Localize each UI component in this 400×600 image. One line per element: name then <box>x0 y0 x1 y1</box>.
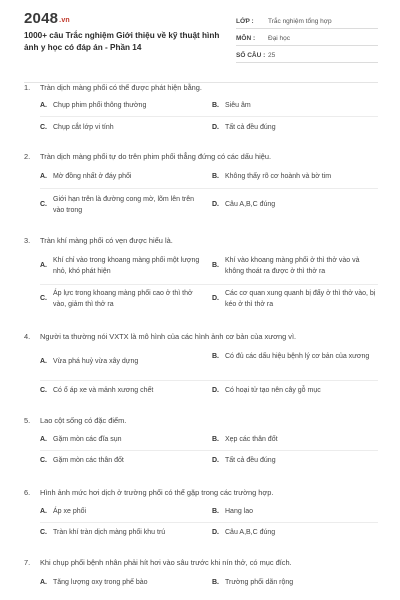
answer-text: Trường phổi dãn rộng <box>225 579 294 586</box>
answer-d[interactable] <box>212 528 377 539</box>
logo-suffix: .vn <box>59 17 70 24</box>
answer-a[interactable] <box>40 578 205 589</box>
answer-letter: D. <box>212 295 219 303</box>
meta-label: SỐ CÂU : <box>236 52 266 59</box>
answer-letter: A. <box>40 508 47 515</box>
meta-row-class <box>236 12 378 29</box>
meta-row-count <box>236 46 378 63</box>
answer-letter: B. <box>212 262 219 270</box>
question-number: 3. <box>24 236 31 245</box>
answer-text: Áp lực trong khoang màng phổi cao ở thì thở vào, giảm thì thở ra <box>53 290 193 308</box>
answer-letter: C. <box>40 295 47 303</box>
answer-text: Không thấy rõ cơ hoành và bờ tim <box>225 173 332 180</box>
header <box>24 0 378 72</box>
answer-text: Hang lao <box>225 508 254 515</box>
answer-divider <box>40 284 378 285</box>
meta-value: 25 <box>268 52 276 59</box>
meta-label: MÔN : <box>236 35 256 42</box>
question-stem: Lao cột sống có đặc điểm. <box>40 416 127 425</box>
answer-b[interactable] <box>212 507 377 518</box>
answer-text: Vừa phá huỷ vừa xây dựng <box>53 358 139 365</box>
answer-letter: C. <box>40 457 47 464</box>
answer-text: Chụp phim phổi thông thường <box>53 102 147 109</box>
question-stem: Tràn dịch màng phổi có thể được phát hiện bằng. <box>40 83 202 92</box>
answer-letter: C. <box>40 201 47 209</box>
answer-d[interactable] <box>212 289 377 310</box>
question-1 <box>24 83 378 131</box>
question-number: 2. <box>24 152 31 161</box>
answer-letter: B. <box>212 353 219 360</box>
answer-divider <box>40 522 378 523</box>
question-number: 1. <box>24 83 31 92</box>
answer-letter: B. <box>212 508 219 515</box>
answer-a[interactable] <box>40 256 205 277</box>
answer-text: Khí vào khoang màng phổi ở thì thở vào và không thoát ra được ở thì thở ra <box>225 257 360 275</box>
meta-value: Đại học <box>268 35 291 42</box>
answer-text: Gặm mòn các đĩa sụn <box>53 436 122 443</box>
question-text <box>24 236 378 246</box>
answer-text: Tất cả đều đúng <box>225 457 276 464</box>
answer-text: Giới hạn trên là đường cong mờ, lõm lên trên vào trong <box>53 196 195 214</box>
answer-a[interactable] <box>40 357 205 368</box>
answer-d[interactable] <box>212 456 377 467</box>
answer-d[interactable] <box>212 123 377 134</box>
answer-text: Áp xe phổi <box>53 508 87 515</box>
answer-letter: D. <box>212 387 219 394</box>
answer-letter: C. <box>40 529 47 536</box>
answer-text: Câu A,B,C đúng <box>225 529 276 536</box>
question-4 <box>24 332 378 394</box>
answer-text: Tràn khí tràn dịch màng phổi khu trú <box>53 529 166 536</box>
question-5 <box>24 416 378 464</box>
question-text <box>24 152 378 162</box>
site-logo[interactable] <box>24 10 229 27</box>
question-stem: Tràn khí màng phổi có vẹn được hiểu là. <box>40 236 173 245</box>
answer-text: Xẹp các thân đốt <box>225 436 278 443</box>
answer-b[interactable] <box>212 172 377 183</box>
answer-letter: A. <box>40 358 47 365</box>
answer-text: Mờ đồng nhất ở đáy phổi <box>53 173 132 180</box>
answer-c[interactable] <box>40 528 205 539</box>
answer-a[interactable] <box>40 507 205 518</box>
meta-value: Trắc nghiệm tổng hợp <box>268 18 332 25</box>
answer-letter: C. <box>40 124 47 131</box>
question-2 <box>24 152 378 214</box>
question-text <box>24 83 378 93</box>
question-text <box>24 488 378 498</box>
answer-c[interactable] <box>40 456 205 467</box>
question-3 <box>24 236 378 308</box>
answer-c[interactable] <box>40 386 205 397</box>
answer-text: Gặm mòn các thân đốt <box>53 457 124 464</box>
answer-letter: A. <box>40 262 47 270</box>
answer-text: Câu A,B,C đúng <box>225 201 276 208</box>
answer-letter: D. <box>212 529 219 536</box>
answer-letter: B. <box>212 173 219 180</box>
answer-letter: C. <box>40 387 47 394</box>
answer-text: Tăng lượng oxy trong phế bào <box>53 579 148 586</box>
answer-letter: B. <box>212 579 219 586</box>
meta-label: LỚP : <box>236 18 254 25</box>
question-number: 7. <box>24 558 31 567</box>
answer-text: Khí chỉ vào trong khoang màng phổi một lượng nhỏ, khó phát hiện <box>53 257 200 275</box>
answer-letter: D. <box>212 201 219 208</box>
answer-divider <box>40 188 378 189</box>
question-6 <box>24 488 378 536</box>
answer-b[interactable] <box>212 352 377 363</box>
answer-text: Tất cả đều đúng <box>225 124 276 131</box>
answer-b[interactable] <box>212 578 377 589</box>
answer-a[interactable] <box>40 435 205 446</box>
meta-row-subject <box>236 29 378 46</box>
answer-letter: D. <box>212 457 219 464</box>
answer-c[interactable] <box>40 289 205 310</box>
answer-a[interactable] <box>40 172 205 183</box>
question-text <box>24 332 378 342</box>
logo-text: 2048 <box>24 10 59 27</box>
answer-a[interactable] <box>40 101 205 112</box>
question-text <box>24 558 378 568</box>
answer-letter: A. <box>40 102 47 109</box>
answer-text: Có đủ các dấu hiệu bệnh lý cơ bản của xương <box>225 353 370 360</box>
document-title: 1000+ câu Trắc nghiệm Giới thiệu về kỹ thuật hình ảnh y học có đáp án - Phần 14 <box>24 31 220 52</box>
answer-c[interactable] <box>40 123 205 134</box>
answer-b[interactable] <box>212 256 377 277</box>
question-text <box>24 416 378 426</box>
answer-b[interactable] <box>212 101 377 112</box>
answer-text: Siêu âm <box>225 102 251 109</box>
question-stem: Hình ảnh mức hơi dịch ở trường phổi có thể gặp trong các trường hợp. <box>40 488 274 497</box>
answer-letter: A. <box>40 173 47 180</box>
answer-text: Các cơ quan xung quanh bị đẩy ở thì thở vào, bị kéo ở thì thở ra <box>225 290 376 308</box>
answer-letter: D. <box>212 124 219 131</box>
question-stem: Tràn dịch màng phổi tự do trên phim phổi thẳng đứng có các dấu hiệu. <box>40 152 272 161</box>
question-number: 4. <box>24 332 31 341</box>
answer-d[interactable] <box>212 386 377 397</box>
answer-d[interactable] <box>212 200 377 211</box>
answer-b[interactable] <box>212 435 377 446</box>
answer-divider <box>40 380 378 381</box>
question-stem: Người ta thường nói VXTX là mô hình của các hình ảnh cơ bản của xương vì. <box>40 332 297 341</box>
answer-text: Có hoại tử tạo nên cây gỗ mục <box>225 387 321 394</box>
question-number: 6. <box>24 488 31 497</box>
question-stem: Khi chụp phổi bệnh nhân phải hít hơi vào sâu trước khi nín thở, có mục đích. <box>40 558 292 567</box>
answer-letter: A. <box>40 579 47 586</box>
question-7 <box>24 558 378 586</box>
answer-letter: B. <box>212 102 219 109</box>
answer-letter: A. <box>40 436 47 443</box>
answer-text: Chụp cắt lớp vi tính <box>53 124 114 131</box>
header-left <box>24 10 229 72</box>
answer-letter: B. <box>212 436 219 443</box>
answer-c[interactable] <box>40 195 205 216</box>
answer-text: Có ổ áp xe và mảnh xương chết <box>53 387 154 394</box>
question-number: 5. <box>24 416 31 425</box>
answer-divider <box>40 116 378 117</box>
meta-panel <box>236 10 378 72</box>
answer-divider <box>40 450 378 451</box>
